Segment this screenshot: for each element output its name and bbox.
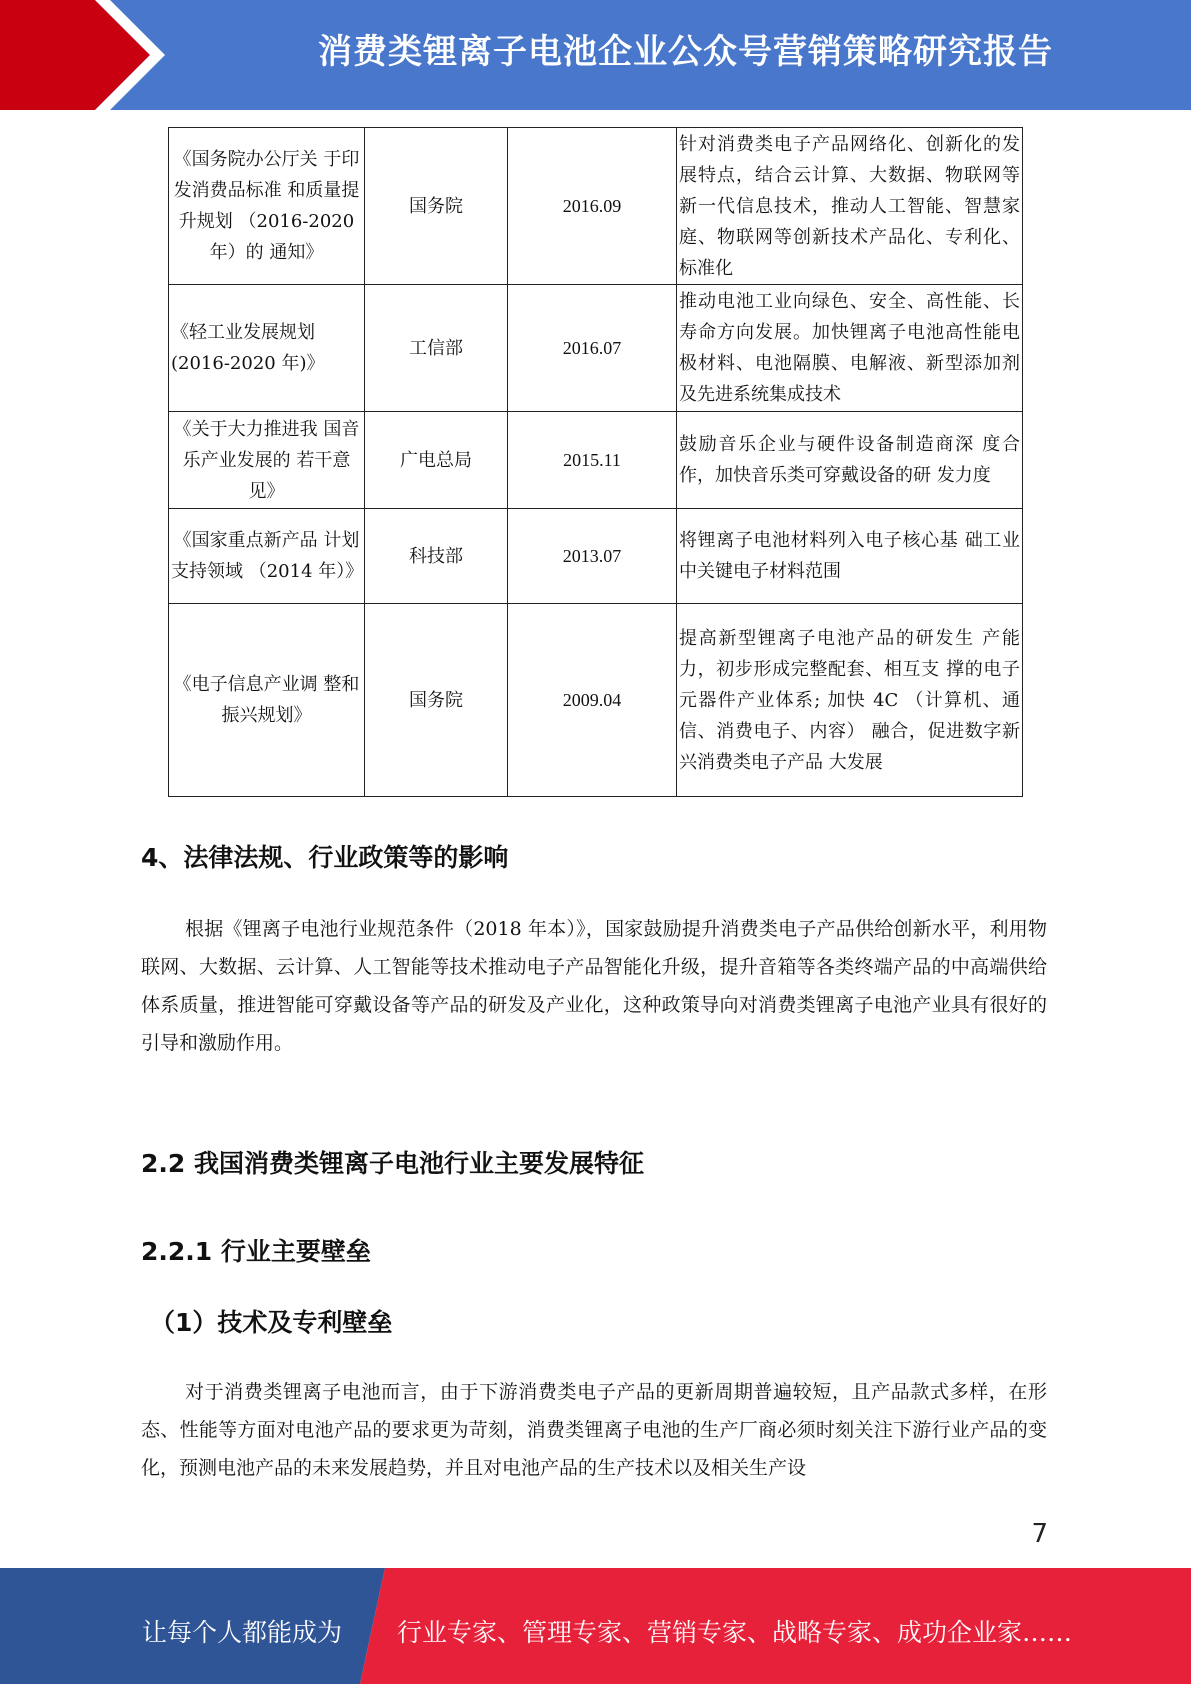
body-paragraph: 对于消费类锂离子电池而言，由于下游消费类电子产品的更新周期普遍较短，且产品款式多样，在形态、性能等方面对电池产品的要求更为苛刻，消费类锂离子电池的生产厂商必须时刻关注下游行业产品的变化，预测电池产品的未来发展趋势，并且对电池产品的生产技术以及相关生产设 (141, 1381, 1047, 1479)
section-heading: 2.2 我国消费类锂离子电池行业主要发展特征 (141, 1149, 644, 1178)
policy-date: 2009.04 (508, 604, 677, 797)
header-title: 消费类锂离子电池企业公众号营销策略研究报告 (318, 32, 1053, 72)
policy-org: 工信部 (365, 285, 508, 412)
page-number: 7 (1031, 1519, 1048, 1549)
page-header (0, 0, 1191, 110)
subsection-heading: 2.2.1 行业主要壁垒 (141, 1237, 371, 1266)
policy-date: 2015.11 (508, 412, 677, 509)
footer-slogan-right: 行业专家、管理专家、营销专家、战略专家、成功企业家…… (397, 1618, 1073, 1647)
table-row (169, 509, 1023, 604)
policy-desc: 将锂离子电池材料列入电子核心基 础工业中关键电子材料范围 (677, 509, 1023, 604)
table-row (169, 604, 1023, 797)
policy-name: 《国务院办公厅关 于印发消费品标准 和质量提升规划 （2016-2020 年）的 通知》 (169, 128, 365, 285)
policy-org: 国务院 (365, 604, 508, 797)
table-row (169, 285, 1023, 412)
policy-name: 《关于大力推进我 国音乐产业发展的 若干意见》 (169, 412, 365, 509)
policy-desc: 推动电池工业向绿色、安全、高性能、长寿命方向发展。加快锂离子电池高性能电极材料、电池隔膜、电解液、新型添加剂及先进系统集成技术 (677, 285, 1023, 412)
footer-slogan-left: 让每个人都能成为 (142, 1618, 343, 1647)
table-row (169, 128, 1023, 285)
policy-date: 2016.09 (508, 128, 677, 285)
policy-desc: 针对消费类电子产品网络化、创新化的发展特点，结合云计算、大数据、物联网等新一代信息技术，推动人工智能、智慧家庭、物联网等创新技术产品化、专利化、标准化 (677, 128, 1023, 285)
policy-org: 国务院 (365, 128, 508, 285)
policy-desc: 提高新型锂离子电池产品的研发生 产能力，初步形成完整配套、相互支 撑的电子元器件产业体系; 加快 4C （计算机、通信、消费电子、内容） 融合，促进数字新兴消费类电子产品 大发展 (677, 604, 1023, 797)
policy-name: 《国家重点新产品 计划支持领域 （2014 年）》 (169, 509, 365, 604)
body-paragraph: 根据《锂离子电池行业规范条件（2018 年本）》，国家鼓励提升消费类电子产品供给创新水平，利用物联网、大数据、云计算、人工智能等技术推动电子产品智能化升级，提升音箱等各类终端产品的中高端供给体系质量，推进智能可穿戴设备等产品的研发及产业化，这种政策导向对消费类锂离子电池产业具有很好的引导和激励作用。 (141, 918, 1047, 1054)
policy-desc: 鼓励音乐企业与硬件设备制造商深 度合作，加快音乐类可穿戴设备的研 发力度 (677, 412, 1023, 509)
policy-name: 《轻工业发展规划 (2016-2020 年)》 (169, 285, 365, 412)
policy-table (168, 127, 1023, 797)
policy-org: 广电总局 (365, 412, 508, 509)
policy-date: 2013.07 (508, 509, 677, 604)
page-footer (0, 1568, 1191, 1684)
section-heading: 4、法律法规、行业政策等的影响 (141, 843, 509, 872)
policy-date: 2016.07 (508, 285, 677, 412)
policy-name: 《电子信息产业调 整和振兴规划》 (169, 604, 365, 797)
table-row (169, 412, 1023, 509)
subsection-heading: （1）技术及专利壁垒 (150, 1308, 393, 1337)
policy-org: 科技部 (365, 509, 508, 604)
